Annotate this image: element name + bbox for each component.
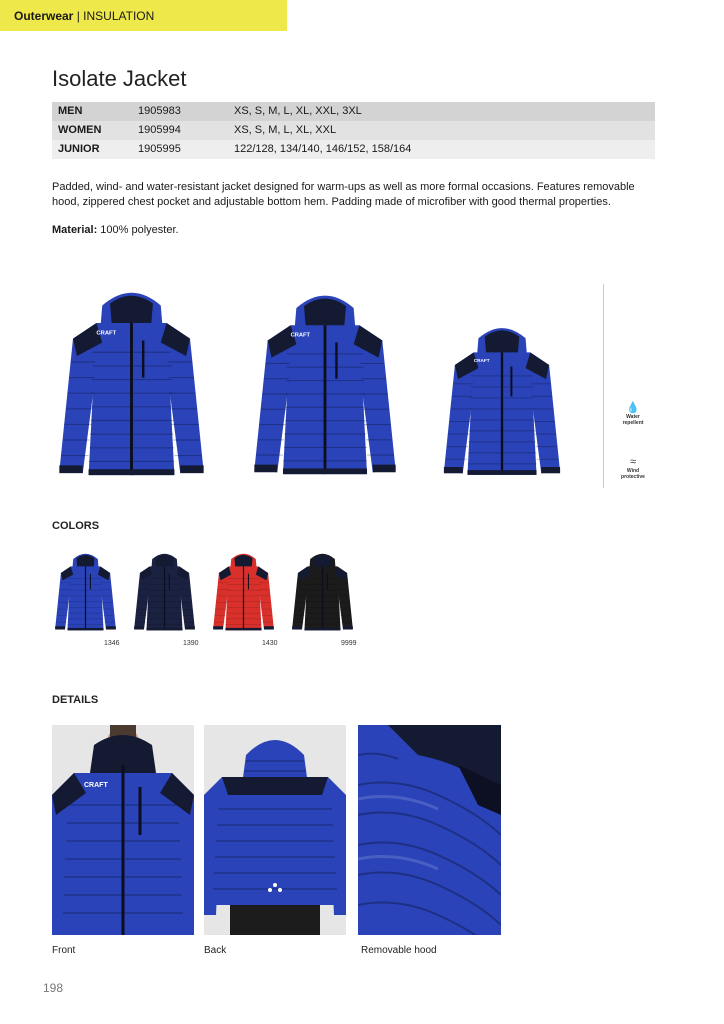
subcategory-name: INSULATION: [83, 9, 155, 23]
feature-water-repellent: [616, 402, 650, 426]
article-number: 1905983: [138, 105, 181, 117]
category-label: [14, 9, 154, 23]
feature-label-1: Wind: [626, 468, 640, 474]
feature-label-2: protective: [621, 474, 645, 480]
product-title: Isolate Jacket: [52, 66, 187, 91]
size-row-junior: [52, 140, 655, 159]
size-list: 122/128, 134/140, 146/152, 158/164: [234, 143, 412, 155]
brand-print: CRAFT: [290, 332, 311, 339]
color-code: 1430: [262, 640, 278, 647]
material-value: 100% polyester.: [97, 224, 179, 236]
color-code: 9999: [341, 640, 357, 647]
detail-caption-hood: Removable hood: [361, 945, 437, 956]
size-group: MEN: [58, 105, 83, 117]
colors-section-title: COLORS: [52, 520, 100, 532]
jacket-women-image: [246, 287, 404, 478]
color-swatch-1346[interactable]: [52, 550, 119, 637]
color-swatch-9999[interactable]: [289, 550, 356, 637]
page-number: 198: [43, 981, 64, 995]
brand-print: CRAFT: [84, 782, 108, 789]
detail-photo-back: [204, 725, 346, 935]
detail-photo-hood: [358, 725, 501, 935]
size-group: JUNIOR: [58, 143, 100, 155]
brand-print: CRAFT: [96, 330, 117, 337]
feature-divider: [603, 284, 604, 488]
article-number: 1905995: [138, 143, 181, 155]
material-line: [52, 224, 179, 236]
color-swatch-1390[interactable]: [131, 550, 198, 637]
detail-caption-back: Back: [204, 945, 227, 956]
category-name: Outerwear: [14, 9, 74, 23]
material-label: Material:: [52, 224, 98, 236]
detail-photo-front: [52, 725, 194, 935]
color-code: 1346: [104, 640, 120, 647]
size-row-men: [52, 102, 655, 121]
detail-caption-front: Front: [52, 945, 76, 956]
water-repellent-icon: 💧: [626, 402, 640, 414]
color-code: 1390: [183, 640, 199, 647]
category-separator: |: [76, 9, 80, 23]
size-list: XS, S, M, L, XL, XXL: [234, 124, 337, 136]
brand-print: CRAFT: [473, 357, 490, 363]
category-header: [0, 0, 287, 31]
color-swatch-1430[interactable]: [210, 550, 277, 637]
details-section-title: DETAILS: [52, 694, 99, 706]
product-description: Padded, wind- and water-resistant jacket designed for warm-ups as well as more formal occasions. Features removable hood, zippered chest pocket and adjustable bottom hem. Padding made of microfiber with good thermal properties.: [52, 181, 635, 208]
article-number: 1905994: [138, 124, 181, 136]
wind-protective-icon: ≈: [629, 456, 637, 468]
jacket-men-image: [50, 284, 213, 479]
feature-wind-protective: [616, 456, 650, 480]
size-list: XS, S, M, L, XL, XXL, 3XL: [234, 105, 362, 117]
size-table: [52, 102, 655, 159]
size-group: WOMEN: [58, 124, 102, 136]
size-row-women: [52, 121, 655, 140]
jacket-junior-image: [438, 321, 566, 478]
feature-label-1: Water: [626, 414, 640, 420]
feature-label-2: repellent: [622, 420, 644, 426]
